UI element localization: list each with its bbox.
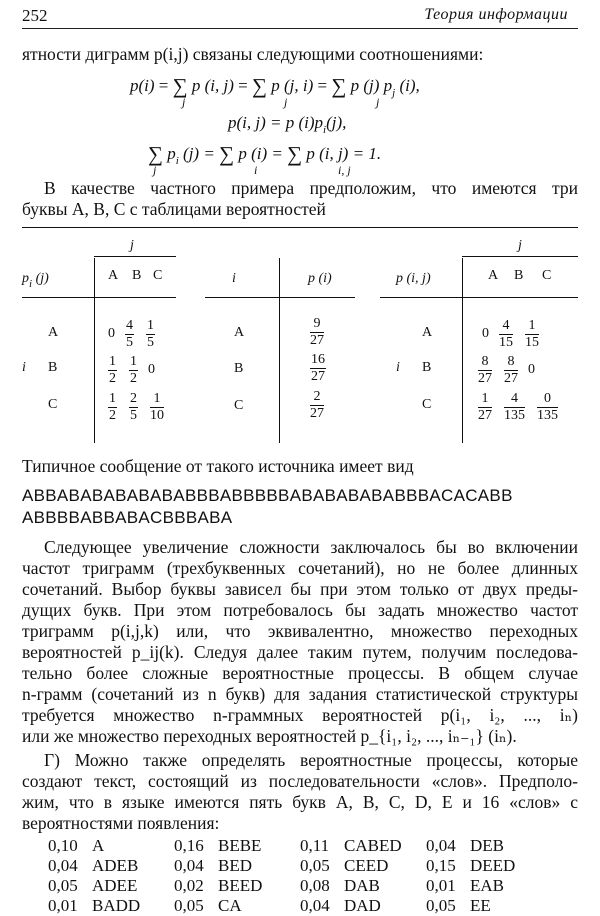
numerator: 2 <box>130 390 137 406</box>
sum-symbol: ∑ <box>148 142 163 166</box>
sum-symbol: ∑ <box>172 74 188 98</box>
table-2-row-label: B <box>234 361 244 376</box>
words-table <box>48 836 552 916</box>
table-3-value: 0 <box>528 362 535 377</box>
table-1-row <box>106 350 155 390</box>
page-header <box>22 2 578 29</box>
corner-label-end: (j) <box>32 271 49 286</box>
numerator: 8 <box>504 354 518 371</box>
word: DEED <box>470 856 516 875</box>
page-number: 252 <box>22 6 48 25</box>
numerator: 4 <box>504 391 525 408</box>
table-2-value <box>308 316 326 349</box>
word-probability: 0,01 <box>426 876 456 895</box>
paragraph-line: n-грамм (сочетаний из n букв) для задания статистической структуры <box>22 684 578 704</box>
denominator: 5 <box>147 334 154 350</box>
numerator: 8 <box>478 354 492 371</box>
subscript: j <box>392 87 396 99</box>
fraction <box>310 316 324 349</box>
formula-1-term-2: p (j, i) <box>271 76 314 95</box>
table-3-col-C: C <box>542 268 552 283</box>
sum-index: j <box>284 95 288 109</box>
paragraph-line: дущих букв. При этом потребовалось бы задать множество частот <box>22 600 578 620</box>
fraction <box>129 354 138 387</box>
fraction <box>499 318 513 351</box>
fraction <box>129 391 138 424</box>
sum-index: j <box>153 163 157 177</box>
table-3-row-index: i <box>396 360 400 375</box>
word-probability: 0,05 <box>48 876 78 895</box>
paragraph-line: В качестве частного примера предположим, что имеются три <box>44 178 578 198</box>
message-line: ABBBBABBABACBBBABA <box>22 508 233 527</box>
table-3-row <box>476 350 535 390</box>
word-probability: 0,01 <box>48 896 78 915</box>
numerator: 1 <box>130 353 137 369</box>
table-1-row-label: A <box>48 325 59 340</box>
subscript: i <box>29 278 33 290</box>
sum-symbol: ∑ <box>331 74 347 98</box>
denominator: 27 <box>310 333 324 348</box>
denominator: 10 <box>150 407 164 423</box>
table-1-col-A: A <box>108 268 119 283</box>
table-2-head-right: p (i) <box>308 271 332 286</box>
table-3-header-rule <box>380 297 578 298</box>
table-1-header-rule <box>22 297 176 298</box>
table-2-divider <box>279 258 280 443</box>
table-1-row <box>108 314 157 354</box>
fraction <box>537 391 558 424</box>
denominator: 135 <box>504 407 525 423</box>
word-probability: 0,11 <box>300 836 330 855</box>
formula-3-term-1-end: (j) = <box>178 144 215 163</box>
table-1-corner <box>22 271 49 290</box>
paragraph-line: частот триграмм (трехбуквенных сочетаний), но не более длинных <box>22 558 578 578</box>
formula-3-term-3: p (i, j) = 1. <box>306 144 382 163</box>
formula-2 <box>228 113 346 136</box>
table-top-rule <box>22 227 578 228</box>
paragraph-line: сочетаний. Выбор буквы зависел бы при этом только от двух преды- <box>22 579 578 599</box>
numerator: 1 <box>147 317 154 333</box>
word-probability: 0,16 <box>174 836 204 855</box>
table-3-row <box>476 387 560 427</box>
denominator: 27 <box>310 406 324 421</box>
paragraph-line: Следующее увеличение сложности заключалось бы во включении <box>44 537 578 557</box>
denominator: 135 <box>537 407 558 423</box>
paragraph-line: тельно более сложные вероятностные процессы. В общем случае <box>22 663 578 683</box>
paragraph-line: требуется множество n-граммных вероятностей p(i₁, i₂, ..., iₙ) <box>22 705 578 725</box>
denominator: 5 <box>130 407 137 423</box>
numerator: 1 <box>109 353 116 369</box>
word: BADD <box>92 896 141 915</box>
numerator: 0 <box>537 391 558 408</box>
denominator: 15 <box>499 334 513 350</box>
formula-2-end: (j), <box>326 113 347 132</box>
table-row <box>48 876 552 896</box>
sum-index: i, j <box>338 163 351 177</box>
table-3-value: 0 <box>482 326 489 341</box>
table-2-value <box>308 389 326 422</box>
paragraph-line: жим, что в языке имеются пять букв A, B, C, D, E и 16 «слов» с <box>22 792 578 812</box>
table-row <box>48 896 552 916</box>
word: DEB <box>470 836 504 855</box>
fraction <box>478 391 492 424</box>
sum-symbol: ∑ <box>252 74 267 98</box>
word: DAD <box>344 896 381 915</box>
numerator: 1 <box>150 391 164 408</box>
paragraph-line: вероятностей p_ij(k). Следуя далее таким путем, получим последова- <box>22 642 578 662</box>
numerator: 4 <box>499 318 513 335</box>
message-line: ABBABABABABABABBBABBBBBABABABABABBBACACABB <box>22 486 513 505</box>
numerator: 16 <box>311 352 325 367</box>
word: CABED <box>344 836 402 855</box>
denominator: 27 <box>478 370 492 386</box>
denominator: 27 <box>311 369 325 384</box>
word: A <box>92 836 105 855</box>
fraction <box>525 318 539 351</box>
typical-message-intro: Типичное сообщение от такого источника имеет вид <box>22 456 414 476</box>
table-row <box>48 856 552 876</box>
table-3-divider <box>462 258 463 443</box>
numerator: 4 <box>126 317 133 333</box>
fraction <box>478 354 492 387</box>
table-3-row <box>482 314 541 354</box>
word-probability: 0,15 <box>426 856 456 875</box>
table-3-row-label: C <box>422 397 432 412</box>
word: CA <box>218 896 242 915</box>
word: ADEB <box>92 856 139 875</box>
subscript: i <box>175 155 179 167</box>
word-probability: 0,04 <box>174 856 204 875</box>
fraction <box>310 389 324 422</box>
table-1-value: 0 <box>108 326 115 341</box>
word: EE <box>470 896 491 915</box>
denominator: 27 <box>504 370 518 386</box>
paragraph-line: Г) Можно также определять вероятностные процессы, которые <box>44 750 578 770</box>
table-3-col-B: B <box>514 268 524 283</box>
word-probability: 0,10 <box>48 836 78 855</box>
word: BEBE <box>218 836 262 855</box>
word: EAB <box>470 876 504 895</box>
fraction <box>108 391 117 424</box>
table-1-row-index: i <box>22 360 26 375</box>
table-1-row-label: C <box>48 397 58 412</box>
word: BEED <box>218 876 263 895</box>
paragraph-line: или же множество переходных вероятностей p_{i₁, i₂, ..., iₙ₋₁} (iₙ). <box>22 726 517 746</box>
fraction <box>150 391 164 424</box>
word-probability: 0,02 <box>174 876 204 895</box>
fraction <box>146 318 155 351</box>
numerator: 1 <box>478 391 492 408</box>
table-1-row-label: B <box>48 360 58 375</box>
fraction <box>108 354 117 387</box>
word-probability: 0,04 <box>426 836 456 855</box>
sum-index: j <box>376 95 380 109</box>
table-1-row <box>106 387 166 427</box>
word-probability: 0,08 <box>300 876 330 895</box>
table-2-row-label: C <box>234 398 244 413</box>
numerator: 9 <box>310 316 324 333</box>
sum-symbol: ∑ <box>287 142 303 166</box>
table-3-col-rule <box>462 256 578 257</box>
numerator: 2 <box>310 389 324 406</box>
paragraph-line: создают текст, состоящий из последовательности «слов». Предполо- <box>22 771 578 791</box>
word-probability: 0,04 <box>300 896 330 915</box>
paragraph-line: триграмм p(i,j,k) или, что эквивалентно, множество переходных <box>22 621 578 641</box>
table-3-col-index: j <box>518 238 522 253</box>
formula-1-term-3-end: (i), <box>395 76 420 95</box>
table-3-row-label: B <box>422 360 432 375</box>
denominator: 2 <box>130 370 137 386</box>
denominator: 2 <box>109 370 116 386</box>
sum-index: j <box>182 95 186 109</box>
denominator: 5 <box>126 334 133 350</box>
table-2-head-left: i <box>232 271 236 286</box>
equals-sign: = <box>238 76 248 95</box>
intro-line: ятности диграмм p(i,j) связаны следующими соотношениями: <box>22 44 484 64</box>
corner-label: p <box>22 271 29 286</box>
table-3-row-label: A <box>422 325 433 340</box>
word: ADEE <box>92 876 138 895</box>
table-3-corner: p (i, j) <box>396 271 431 286</box>
table-1-divider <box>94 258 95 443</box>
table-2-row-label: A <box>234 325 245 340</box>
table-2-header-rule <box>205 297 355 298</box>
subscript: i <box>323 124 327 136</box>
word-probability: 0,04 <box>48 856 78 875</box>
denominator: 15 <box>525 334 539 350</box>
fraction <box>504 354 518 387</box>
formula-1-term-1: p (i, j) <box>191 76 234 95</box>
formula-1-term-3: p (j) p <box>350 76 393 95</box>
table-3-col-A: A <box>488 268 499 283</box>
denominator: 2 <box>109 407 116 423</box>
fraction <box>310 352 326 385</box>
table-1-col-index: j <box>130 238 134 253</box>
equals-sign: = <box>317 76 328 95</box>
paragraph-line: буквы A, B, C с таблицами вероятностей <box>22 199 326 219</box>
word: BED <box>218 856 252 875</box>
table-1-col-C: C <box>153 268 163 283</box>
table-1-value: 0 <box>148 362 155 377</box>
word-probability: 0,05 <box>174 896 204 915</box>
denominator: 27 <box>478 407 492 423</box>
numerator: 1 <box>525 318 539 335</box>
formula-2-main: p(i, j) = p (i)p <box>228 113 324 132</box>
word: CEED <box>344 856 389 875</box>
paragraph-line: вероятностями появления: <box>22 813 220 833</box>
formula-3-term-2: p (i) = <box>238 144 283 163</box>
formula-1-lhs: p(i) <box>130 76 155 95</box>
table-1-col-rule <box>94 256 176 257</box>
formula-3-term-1: p <box>167 144 176 163</box>
numerator: 1 <box>109 390 116 406</box>
table-row <box>48 836 552 856</box>
table-2-value <box>308 352 328 385</box>
word-probability: 0,05 <box>300 856 330 875</box>
table-1-col-B: B <box>132 268 142 283</box>
running-title: Теория информации <box>424 6 568 23</box>
word: DAB <box>344 876 380 895</box>
word-probability: 0,05 <box>426 896 456 915</box>
fraction <box>504 391 525 424</box>
sum-index: i <box>254 163 258 177</box>
fraction <box>125 318 134 351</box>
sum-symbol: ∑ <box>219 142 235 166</box>
equals-sign: = <box>158 76 169 95</box>
